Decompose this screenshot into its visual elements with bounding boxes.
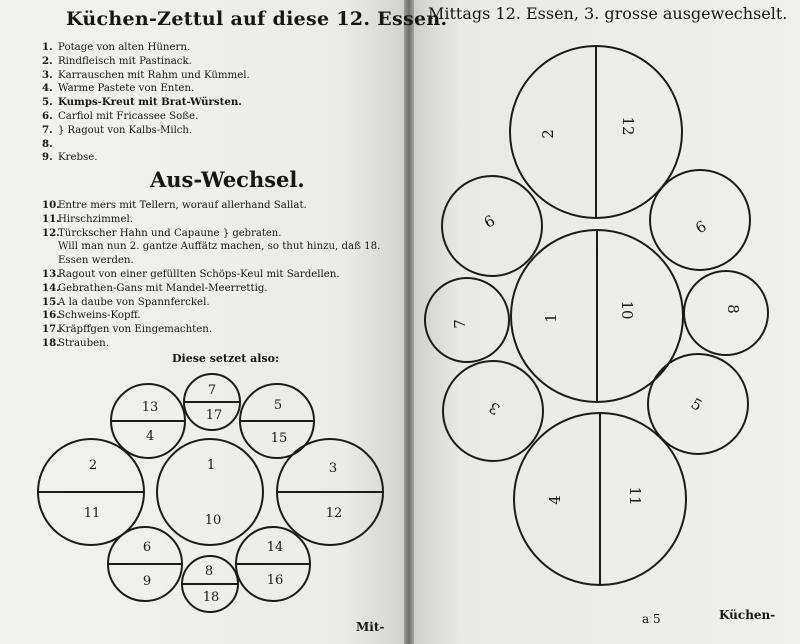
- list-item: 4. Warme Pastete von Enten.: [42, 82, 195, 95]
- dish-number: 7: [451, 319, 469, 329]
- dish-number: 13: [141, 400, 159, 415]
- dish-number: 6: [480, 211, 499, 232]
- list-item: 1. Potage von alten Hünern.: [42, 41, 191, 53]
- list-item: 18.Strauben.: [42, 336, 109, 349]
- dish-number: 4: [145, 429, 155, 444]
- dish-number: 15: [270, 431, 288, 446]
- list-item: 6. Carfiol mit Fricassee Soße.: [42, 109, 199, 122]
- left-page-title: Küchen-Zettul auf diese 12. Essen.: [66, 8, 448, 30]
- dish-number: 5: [273, 398, 283, 413]
- dish-number: 1: [542, 313, 560, 323]
- dish-number: 10: [204, 513, 222, 528]
- right-page-title: Mittags 12. Essen, 3. grosse ausgewechselt.: [428, 4, 788, 23]
- dish-number: 8: [724, 304, 742, 314]
- dish-number: 8: [204, 564, 214, 579]
- dish-number: 18: [202, 590, 220, 605]
- list-item: 17.Kräpffgen von Eingemachten.: [42, 323, 213, 336]
- dish-number: 12: [325, 506, 343, 521]
- section-heading: Aus-Wechsel.: [150, 167, 305, 192]
- signature-mark: a 5: [642, 612, 661, 626]
- dish-number: 10: [618, 300, 636, 320]
- list-item: 7. } Ragout von Kalbs-Milch.: [42, 123, 193, 136]
- list-item: 16.Schweins-Kopff.: [42, 309, 141, 322]
- dish-number: 17: [205, 408, 223, 423]
- list-item: 10.Entre mers mit Tellern, worauf allerhand Sallat.: [42, 199, 307, 211]
- ragout-note: } Ragout von Kalbs-Milch.: [58, 124, 193, 136]
- list-item: 12.Türckscher Hahn und Capaune } gebraten.: [42, 226, 282, 239]
- list-item: 9. Krebse.: [42, 151, 98, 164]
- list-item: 15.A la daube von Spannferckel.: [42, 295, 210, 308]
- dish-number: 5: [687, 394, 706, 415]
- dish-number: 4: [546, 495, 564, 505]
- dish-circle-4-11: [514, 413, 686, 585]
- list-item: Essen werden.: [58, 255, 134, 267]
- list-item: 2. Rindfleisch mit Pastinack.: [42, 54, 192, 67]
- dish-number: 16: [266, 573, 284, 588]
- dish-circle-2-12: [510, 46, 682, 218]
- list-item: 14.Gebrathen-Gans mit Mandel-Meerrettig.: [42, 281, 268, 294]
- dish-number: 11: [626, 486, 644, 506]
- list-item: 3. Karrauschen mit Rahm und Kümmel.: [42, 68, 250, 81]
- dish-number: 6: [142, 540, 152, 555]
- dish-number: 2: [88, 458, 98, 473]
- dish-number: 14: [266, 540, 284, 555]
- list-item: 13.Ragout von einer gefüllten Schöps-Keul mit Sardellen.: [42, 267, 340, 280]
- dish-number: 7: [207, 383, 217, 398]
- dish-number: 1: [206, 458, 216, 473]
- list-item: Will man nun 2. gantze Auffätz machen, so thut hinzu, daß 18.: [58, 241, 381, 253]
- dish-number: 9: [691, 216, 710, 237]
- dish-number: 11: [83, 506, 101, 521]
- list-item: 5. Kumps-Kreut mit Brat-Würsten.: [42, 96, 242, 109]
- diagram-caption: Diese setzet also:: [172, 352, 280, 365]
- dish-number: 12: [619, 116, 637, 136]
- list-item: 11.Hirschzimmel.: [42, 212, 133, 225]
- dish-number: 3: [328, 461, 338, 476]
- gebraten-note: } gebraten.: [222, 227, 282, 239]
- catchword-left: Mit-: [356, 620, 385, 634]
- dish-number: 9: [142, 574, 152, 589]
- dish-number: 3: [485, 398, 504, 419]
- dish-number: 2: [539, 129, 557, 139]
- list-item: 8.: [42, 137, 53, 150]
- catchword-right: Küchen-: [719, 608, 776, 622]
